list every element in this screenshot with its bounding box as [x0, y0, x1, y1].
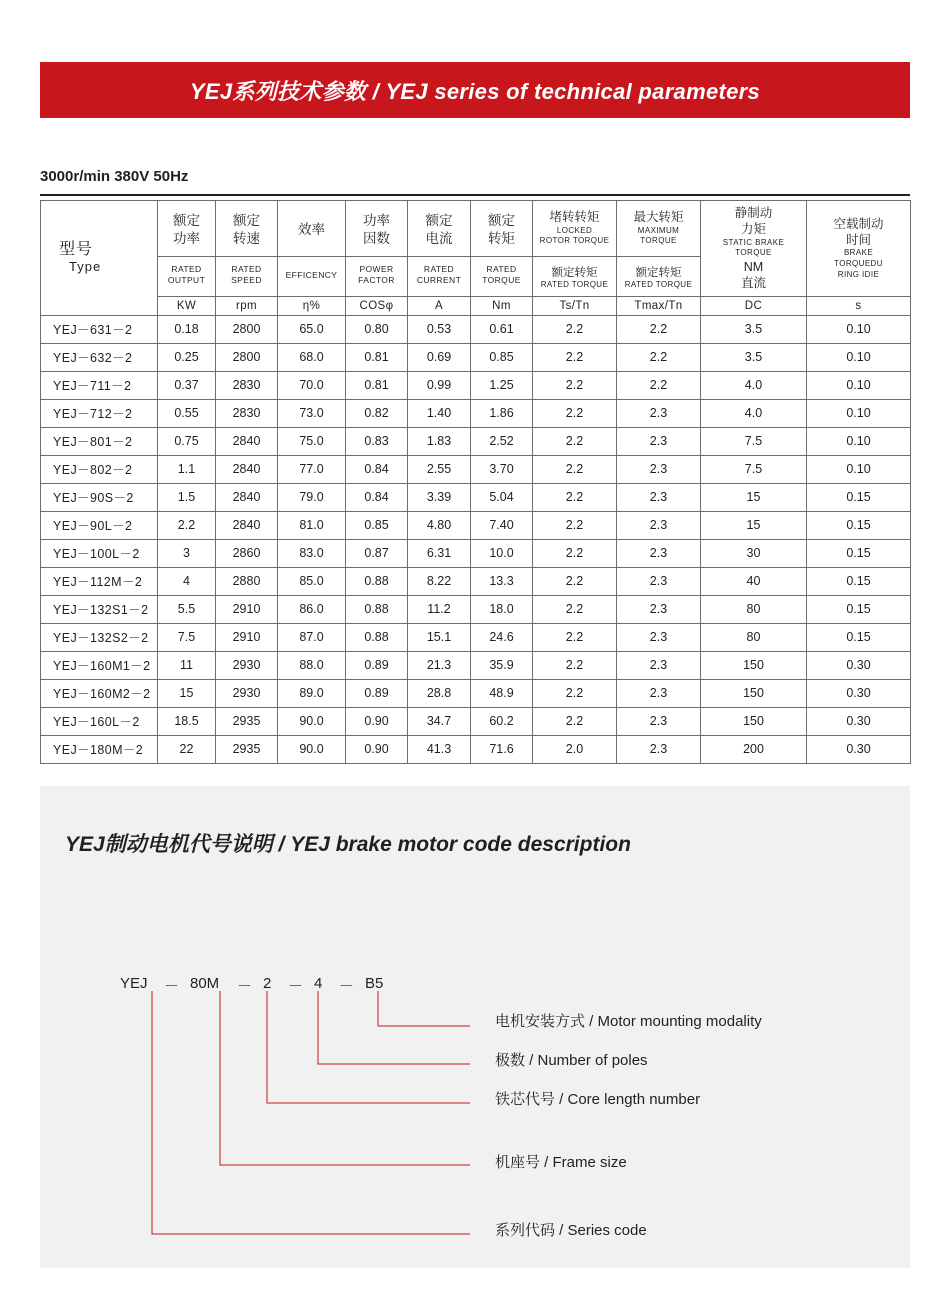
header-power-factor-en [346, 257, 408, 297]
cell-static-brake-torque: 200 [701, 735, 807, 763]
header-static-brake-cn2: 力矩 [740, 222, 766, 237]
cell-max-torque-ratio: 2.3 [617, 399, 701, 427]
cell-efficiency: 85.0 [278, 567, 346, 595]
header-efficiency-cn [278, 201, 346, 257]
cell-max-torque-ratio: 2.2 [617, 371, 701, 399]
table-row [41, 539, 911, 567]
unit-static-brake: DC [701, 296, 807, 315]
header-efficiency-cn1: 效率 [298, 221, 325, 237]
code-description-title: YEJ制动电机代号说明 / YEJ brake motor code description [65, 833, 631, 856]
cell-rated-speed: 2930 [216, 679, 278, 707]
table-row [41, 595, 911, 623]
cell-static-brake-torque: 150 [701, 651, 807, 679]
header-efficiency-en [278, 257, 346, 297]
cell-static-brake-torque: 4.0 [701, 371, 807, 399]
cell-rated-output: 0.55 [158, 399, 216, 427]
cell-rated-torque: 2.52 [471, 427, 533, 455]
cell-max-torque-ratio: 2.3 [617, 483, 701, 511]
cell-idle-brake-time: 0.15 [807, 567, 911, 595]
cell-static-brake-torque: 4.0 [701, 399, 807, 427]
cell-efficiency: 77.0 [278, 455, 346, 483]
cell-rated-current: 21.3 [408, 651, 471, 679]
cell-rated-output: 4 [158, 567, 216, 595]
table-body [41, 315, 911, 763]
cell-rated-current: 41.3 [408, 735, 471, 763]
cell-idle-brake-time: 0.10 [807, 343, 911, 371]
cell-type: YEJ－90S－2 [41, 483, 158, 511]
cell-type: YEJ－160L－2 [41, 707, 158, 735]
cell-rated-speed: 2840 [216, 483, 278, 511]
cell-power-factor: 0.89 [346, 679, 408, 707]
cell-rated-speed: 2910 [216, 595, 278, 623]
header-static-brake-en2: TORQUE [735, 248, 772, 258]
cell-static-brake-torque: 40 [701, 567, 807, 595]
header-rated-output-en [158, 257, 216, 297]
cell-rated-output: 7.5 [158, 623, 216, 651]
cell-rated-current: 1.83 [408, 427, 471, 455]
cell-locked-rotor-ratio: 2.2 [533, 427, 617, 455]
cell-rated-current: 8.22 [408, 567, 471, 595]
cell-power-factor: 0.90 [346, 707, 408, 735]
cell-max-torque-ratio: 2.3 [617, 595, 701, 623]
cell-power-factor: 0.88 [346, 595, 408, 623]
cell-rated-current: 0.69 [408, 343, 471, 371]
cell-power-factor: 0.82 [346, 399, 408, 427]
header-rated-speed-cn [216, 201, 278, 257]
cell-rated-torque: 13.3 [471, 567, 533, 595]
cell-type: YEJ－100L－2 [41, 539, 158, 567]
header-rated-current-cn [408, 201, 471, 257]
cell-static-brake-torque: 150 [701, 679, 807, 707]
cell-locked-rotor-ratio: 2.2 [533, 343, 617, 371]
cell-rated-torque: 48.9 [471, 679, 533, 707]
cell-max-torque-ratio: 2.3 [617, 511, 701, 539]
header-rated-torque-cn [471, 201, 533, 257]
header-static-brake-cn1: 静制动 [734, 206, 773, 220]
cell-power-factor: 0.84 [346, 455, 408, 483]
cell-idle-brake-time: 0.15 [807, 511, 911, 539]
header-rated-speed-cn2: 转速 [233, 230, 260, 246]
cell-type: YEJ－180M－2 [41, 735, 158, 763]
cell-rated-output: 15 [158, 679, 216, 707]
header-rated-output-en2: OUTPUT [167, 275, 206, 286]
cell-rated-torque: 1.25 [471, 371, 533, 399]
cell-static-brake-torque: 15 [701, 511, 807, 539]
cell-static-brake-torque: 3.5 [701, 343, 807, 371]
cell-max-torque-ratio: 2.3 [617, 623, 701, 651]
cell-type: YEJ－160M1－2 [41, 651, 158, 679]
header-rated-torque-cn2: 转矩 [488, 230, 515, 246]
header-type-en: Type [69, 258, 102, 274]
cell-power-factor: 0.84 [346, 483, 408, 511]
cell-efficiency: 79.0 [278, 483, 346, 511]
unit-locked-rotor: Ts/Tn [533, 296, 617, 315]
cell-idle-brake-time: 0.30 [807, 651, 911, 679]
cell-max-torque-ratio: 2.3 [617, 707, 701, 735]
cell-max-torque-ratio: 2.3 [617, 735, 701, 763]
cell-rated-output: 5.5 [158, 595, 216, 623]
header-rated-current-en2: CURRENT [416, 275, 462, 286]
header-locked-rotor-sub-en: RATED TORQUE [540, 279, 609, 289]
cell-rated-torque: 7.40 [471, 511, 533, 539]
cell-type: YEJ－632－2 [41, 343, 158, 371]
header-max-torque-sub-cn: 额定转矩 [635, 266, 682, 279]
header-rated-torque-cn1: 额定 [488, 212, 515, 228]
cell-power-factor: 0.88 [346, 623, 408, 651]
cell-rated-current: 2.55 [408, 455, 471, 483]
cell-efficiency: 81.0 [278, 511, 346, 539]
cell-locked-rotor-ratio: 2.2 [533, 651, 617, 679]
cell-rated-speed: 2840 [216, 427, 278, 455]
cell-efficiency: 86.0 [278, 595, 346, 623]
header-static-brake-en1: STATIC BRAKE [722, 237, 785, 247]
cell-power-factor: 0.90 [346, 735, 408, 763]
cell-locked-rotor-ratio: 2.2 [533, 455, 617, 483]
unit-rated-output: KW [158, 296, 216, 315]
header-efficiency-en1: EFFICENCY [285, 269, 338, 280]
cell-power-factor: 0.89 [346, 651, 408, 679]
cell-rated-speed: 2935 [216, 735, 278, 763]
header-rated-speed-en2: SPEED [231, 275, 262, 286]
cell-idle-brake-time: 0.30 [807, 707, 911, 735]
cell-locked-rotor-ratio: 2.0 [533, 735, 617, 763]
header-locked-rotor-group [533, 201, 617, 257]
table-header [41, 201, 911, 316]
table-row [41, 483, 911, 511]
cell-rated-torque: 10.0 [471, 539, 533, 567]
cell-type: YEJ－802－2 [41, 455, 158, 483]
cell-max-torque-ratio: 2.2 [617, 315, 701, 343]
cell-rated-current: 28.8 [408, 679, 471, 707]
header-max-torque-sub-en: RATED TORQUE [624, 279, 693, 289]
unit-efficiency: η% [278, 296, 346, 315]
spec-subheading: 3000r/min 380V 50Hz [40, 168, 189, 185]
table-row [41, 651, 911, 679]
cell-max-torque-ratio: 2.3 [617, 679, 701, 707]
cell-locked-rotor-ratio: 2.2 [533, 567, 617, 595]
cell-power-factor: 0.85 [346, 511, 408, 539]
cell-efficiency: 75.0 [278, 427, 346, 455]
header-static-brake-torque [701, 201, 807, 297]
cell-efficiency: 90.0 [278, 735, 346, 763]
header-max-torque-en2: TORQUE [640, 236, 677, 246]
cell-max-torque-ratio: 2.2 [617, 343, 701, 371]
cell-rated-torque: 18.0 [471, 595, 533, 623]
cell-efficiency: 83.0 [278, 539, 346, 567]
unit-idle-brake: s [807, 296, 911, 315]
header-rated-speed-en [216, 257, 278, 297]
header-locked-rotor-cn: 堵转转矩 [549, 210, 600, 225]
cell-rated-speed: 2880 [216, 567, 278, 595]
unit-rated-speed: rpm [216, 296, 278, 315]
legend-frame-size: 机座号 / Frame size [495, 1154, 627, 1171]
cell-efficiency: 65.0 [278, 315, 346, 343]
cell-rated-torque: 35.9 [471, 651, 533, 679]
legend-mounting-modality: 电机安装方式 / Motor mounting modality [495, 1013, 762, 1030]
code-dash-1: － [164, 978, 180, 995]
cell-power-factor: 0.87 [346, 539, 408, 567]
cell-max-torque-ratio: 2.3 [617, 455, 701, 483]
cell-rated-speed: 2860 [216, 539, 278, 567]
cell-efficiency: 70.0 [278, 371, 346, 399]
cell-rated-current: 11.2 [408, 595, 471, 623]
cell-type: YEJ－712－2 [41, 399, 158, 427]
cell-max-torque-ratio: 2.3 [617, 567, 701, 595]
cell-rated-output: 11 [158, 651, 216, 679]
table-row [41, 511, 911, 539]
code-part-series: YEJ [120, 975, 148, 992]
subheading-divider [40, 194, 910, 196]
cell-rated-speed: 2840 [216, 511, 278, 539]
cell-rated-current: 0.53 [408, 315, 471, 343]
cell-rated-speed: 2930 [216, 651, 278, 679]
code-part-poles: 4 [314, 975, 323, 992]
cell-type: YEJ－631－2 [41, 315, 158, 343]
cell-max-torque-ratio: 2.3 [617, 539, 701, 567]
header-static-brake-cn4: 直流 [740, 276, 766, 291]
header-power-factor-en1: POWER [359, 263, 394, 274]
code-leader-lines [40, 786, 910, 1268]
cell-static-brake-torque: 80 [701, 623, 807, 651]
spec-subheading-block [40, 168, 910, 190]
cell-rated-output: 0.75 [158, 427, 216, 455]
header-rated-torque-en2: TORQUE [482, 275, 521, 286]
table-row [41, 735, 911, 763]
cell-type: YEJ－132S2－2 [41, 623, 158, 651]
header-idle-brake-time [807, 201, 911, 297]
unit-rated-current: A [408, 296, 471, 315]
cell-locked-rotor-ratio: 2.2 [533, 483, 617, 511]
cell-rated-current: 6.31 [408, 539, 471, 567]
header-static-brake-cn3: NM [743, 260, 764, 275]
cell-rated-torque: 3.70 [471, 455, 533, 483]
code-dash-3: － [288, 978, 304, 995]
cell-static-brake-torque: 7.5 [701, 427, 807, 455]
cell-rated-output: 0.25 [158, 343, 216, 371]
cell-efficiency: 89.0 [278, 679, 346, 707]
cell-static-brake-torque: 80 [701, 595, 807, 623]
cell-rated-speed: 2800 [216, 315, 278, 343]
header-power-factor-en2: FACTOR [358, 275, 395, 286]
header-locked-rotor-en2: ROTOR TORQUE [539, 236, 610, 246]
header-idle-brake-cn2: 时间 [845, 233, 871, 248]
header-rated-output-cn1: 额定 [173, 212, 200, 228]
header-rated-current-en1: RATED [423, 263, 455, 274]
spec-table [40, 200, 911, 764]
header-rated-current-cn1: 额定 [425, 212, 453, 228]
cell-efficiency: 87.0 [278, 623, 346, 651]
cell-power-factor: 0.80 [346, 315, 408, 343]
cell-rated-output: 0.37 [158, 371, 216, 399]
unit-rated-torque: Nm [471, 296, 533, 315]
cell-idle-brake-time: 0.30 [807, 735, 911, 763]
cell-efficiency: 73.0 [278, 399, 346, 427]
unit-power-factor: COSφ [346, 296, 408, 315]
cell-type: YEJ－132S1－2 [41, 595, 158, 623]
header-rated-torque-en1: RATED [486, 263, 517, 274]
header-type [41, 201, 158, 316]
code-dash-2: － [237, 978, 253, 995]
code-dash-4: － [339, 978, 355, 995]
cell-locked-rotor-ratio: 2.2 [533, 679, 617, 707]
header-rated-speed-cn1: 额定 [233, 212, 260, 228]
header-rated-torque-en [471, 257, 533, 297]
cell-rated-speed: 2935 [216, 707, 278, 735]
cell-idle-brake-time: 0.15 [807, 595, 911, 623]
header-idle-brake-en1: BRAKE [843, 248, 874, 258]
page-banner [40, 62, 910, 118]
cell-rated-torque: 71.6 [471, 735, 533, 763]
cell-locked-rotor-ratio: 2.2 [533, 623, 617, 651]
header-locked-rotor-sub-cn: 额定转矩 [551, 266, 598, 279]
header-locked-rotor-sub [533, 257, 617, 297]
cell-type: YEJ－801－2 [41, 427, 158, 455]
cell-locked-rotor-ratio: 2.2 [533, 707, 617, 735]
table-row [41, 679, 911, 707]
header-max-torque-group [617, 201, 701, 257]
header-max-torque-en1: MAXIMUM [637, 225, 680, 235]
cell-efficiency: 90.0 [278, 707, 346, 735]
cell-rated-torque: 60.2 [471, 707, 533, 735]
table-row [41, 399, 911, 427]
cell-rated-speed: 2830 [216, 399, 278, 427]
cell-rated-speed: 2830 [216, 371, 278, 399]
cell-locked-rotor-ratio: 2.2 [533, 399, 617, 427]
header-idle-brake-en3: RING IDIE [837, 269, 880, 279]
table-row [41, 371, 911, 399]
header-row-units [41, 296, 911, 315]
cell-type: YEJ－711－2 [41, 371, 158, 399]
header-power-factor-cn [346, 201, 408, 257]
unit-max-torque: Tmax/Tn [617, 296, 701, 315]
header-rated-output-en1: RATED [171, 263, 202, 274]
cell-locked-rotor-ratio: 2.2 [533, 315, 617, 343]
table-row [41, 623, 911, 651]
table-row [41, 455, 911, 483]
table-row [41, 315, 911, 343]
header-power-factor-cn1: 功率 [363, 212, 390, 228]
cell-power-factor: 0.83 [346, 427, 408, 455]
cell-idle-brake-time: 0.15 [807, 483, 911, 511]
cell-rated-current: 1.40 [408, 399, 471, 427]
cell-power-factor: 0.88 [346, 567, 408, 595]
cell-rated-output: 0.18 [158, 315, 216, 343]
code-part-mounting: B5 [365, 975, 384, 992]
legend-series-code: 系列代码 / Series code [495, 1222, 647, 1239]
header-rated-output-cn [158, 201, 216, 257]
cell-locked-rotor-ratio: 2.2 [533, 511, 617, 539]
table-row [41, 707, 911, 735]
cell-idle-brake-time: 0.10 [807, 399, 911, 427]
cell-type: YEJ－112M－2 [41, 567, 158, 595]
cell-efficiency: 68.0 [278, 343, 346, 371]
header-rated-current-cn2: 电流 [425, 230, 453, 246]
cell-max-torque-ratio: 2.3 [617, 651, 701, 679]
cell-rated-output: 18.5 [158, 707, 216, 735]
header-max-torque-sub [617, 257, 701, 297]
cell-type: YEJ－160M2－2 [41, 679, 158, 707]
cell-type: YEJ－90L－2 [41, 511, 158, 539]
cell-rated-current: 4.80 [408, 511, 471, 539]
header-row-main [41, 201, 911, 257]
cell-power-factor: 0.81 [346, 371, 408, 399]
header-type-cn: 型号 [59, 241, 94, 259]
cell-idle-brake-time: 0.10 [807, 371, 911, 399]
cell-rated-torque: 0.61 [471, 315, 533, 343]
cell-rated-speed: 2910 [216, 623, 278, 651]
cell-idle-brake-time: 0.15 [807, 539, 911, 567]
cell-locked-rotor-ratio: 2.2 [533, 539, 617, 567]
cell-rated-torque: 24.6 [471, 623, 533, 651]
cell-efficiency: 88.0 [278, 651, 346, 679]
cell-rated-current: 3.39 [408, 483, 471, 511]
header-locked-rotor-en1: LOCKED [556, 225, 593, 235]
legend-core-length: 铁芯代号 / Core length number [495, 1091, 701, 1108]
cell-power-factor: 0.81 [346, 343, 408, 371]
cell-rated-current: 34.7 [408, 707, 471, 735]
table-row [41, 567, 911, 595]
legend-number-of-poles: 极数 / Number of poles [495, 1052, 648, 1069]
cell-idle-brake-time: 0.30 [807, 679, 911, 707]
cell-idle-brake-time: 0.10 [807, 427, 911, 455]
header-rated-output-cn2: 功率 [173, 230, 200, 246]
page-title: YEJ系列技术参数 / YEJ series of technical parameters [189, 78, 761, 104]
header-power-factor-cn2: 因数 [363, 230, 390, 246]
cell-rated-torque: 5.04 [471, 483, 533, 511]
cell-rated-speed: 2800 [216, 343, 278, 371]
cell-max-torque-ratio: 2.3 [617, 427, 701, 455]
cell-static-brake-torque: 3.5 [701, 315, 807, 343]
cell-rated-torque: 0.85 [471, 343, 533, 371]
cell-rated-output: 22 [158, 735, 216, 763]
header-rated-speed-en1: RATED [231, 263, 262, 274]
table-row [41, 343, 911, 371]
header-idle-brake-en2: TORQUEDU [834, 259, 883, 269]
cell-rated-output: 1.5 [158, 483, 216, 511]
cell-rated-torque: 1.86 [471, 399, 533, 427]
cell-rated-output: 3 [158, 539, 216, 567]
cell-rated-output: 1.1 [158, 455, 216, 483]
cell-rated-output: 2.2 [158, 511, 216, 539]
code-part-frame: 80M [190, 975, 220, 992]
header-rated-current-en [408, 257, 471, 297]
cell-rated-current: 0.99 [408, 371, 471, 399]
cell-idle-brake-time: 0.10 [807, 315, 911, 343]
cell-static-brake-torque: 150 [701, 707, 807, 735]
cell-rated-current: 15.1 [408, 623, 471, 651]
cell-idle-brake-time: 0.15 [807, 623, 911, 651]
cell-static-brake-torque: 30 [701, 539, 807, 567]
cell-rated-speed: 2840 [216, 455, 278, 483]
table-row [41, 427, 911, 455]
header-idle-brake-cn1: 空载制动 [833, 216, 884, 231]
cell-static-brake-torque: 15 [701, 483, 807, 511]
cell-idle-brake-time: 0.10 [807, 455, 911, 483]
cell-locked-rotor-ratio: 2.2 [533, 371, 617, 399]
header-max-torque-cn: 最大转矩 [633, 210, 684, 225]
code-part-core: 2 [263, 975, 272, 992]
cell-locked-rotor-ratio: 2.2 [533, 595, 617, 623]
cell-static-brake-torque: 7.5 [701, 455, 807, 483]
